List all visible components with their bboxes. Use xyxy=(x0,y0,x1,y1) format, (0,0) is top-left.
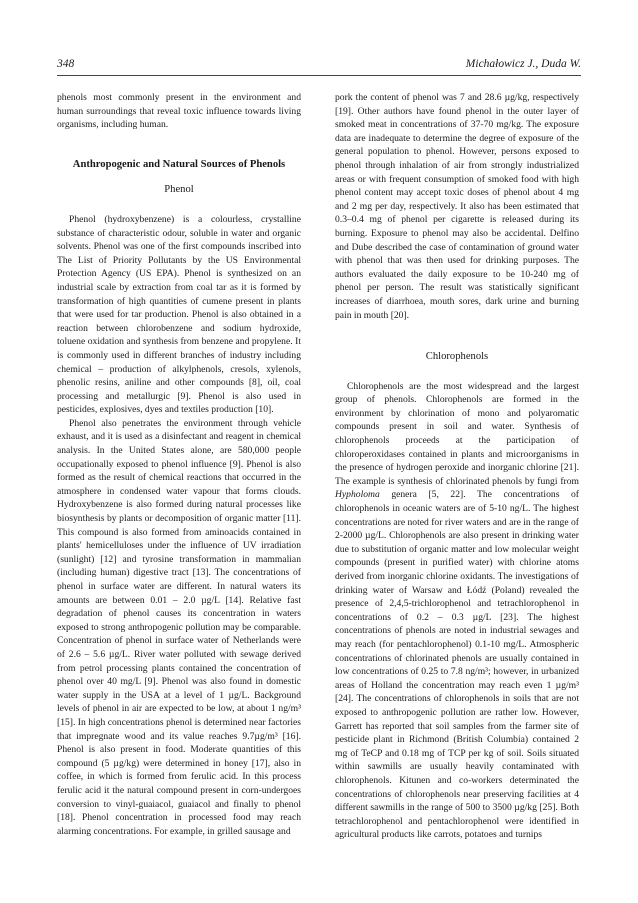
subsection-title-chlorophenols: Chlorophenols xyxy=(425,351,489,363)
intro-paragraph: phenols most commonly present in the environment and human surroundings that reveal toxic influence towards living organisms, including human. xyxy=(57,92,301,131)
body-paragraph: Phenol (hydroxybenzene) is a colourless, crystalline substance of characteristic odour, soluble in water and organic solvents. Phenol was one of the first compounds inscribed into The List of Priority Pollutants by the US Environmental Protection Agency (US EPA). Phenol is synthesized on an industrial scale by extraction from coal tar as it is formed by transformation of high quantities of cumene present in plants that were used for tar production. Phenol is also obtained in a reaction between chlorobenzene and sodium hydroxide, toluene oxidation and synthesis from benzene and propylene. It is commonly used in different branches of industry including chemical – production of alkylphenols, cresols, xylenols, phenolic resins, aniline and other compounds [8], oil, coal processing and metallurgic [9]. Phenol is also used in pesticides, explosives, dyes and textiles production [10]. xyxy=(57,213,301,416)
genus-name: Hypholoma xyxy=(335,489,380,501)
paragraph-text: Chlorophenols are the most widespread and the largest group of phenols. Chlorophenols are formed in the environment by chlorination of mono and polyaromatic compounds present in soil and water. Synthesis of chlorophenols proceeds at the participation of chloroperoxidases contained in plants and microorganisms in the presence of hydrogen peroxide and inorganic chlorine [21]. The example is synthesis of chlorinated phenols by fungi from xyxy=(335,380,579,487)
page-number: 348 xyxy=(57,58,75,70)
subsection-title-phenol: Phenol xyxy=(164,184,194,196)
section-title: Anthropogenic and Natural Sources of Phenols xyxy=(72,158,286,170)
running-head-authors: Michałowicz J., Duda W. xyxy=(465,58,581,70)
body-paragraph: pork the content of phenol was 7 and 28.6 µg/kg, respectively [19]. Other authors have found phenol in the outer layer of smoked meat in concentrations of 37-70 mg/kg. The exposure data are inadequate to determine the degree of exposure of the general population to phenol. However, persons exposed to phenol through inhalation of air from strongly industrialized areas or with frequent consumption of smoked food with high phenol content may accept toxic doses of phenol about 4 mg and 2 mg per day, respectively. It also has been estimated that 0.3–0.4 mg of phenol per cigarette is released during its burning. Exposure to phenol may also be accidental. Delfino and Dube described the case of contamination of ground water with phenol that was then used for drinking purposes. The authors evaluated the daily exposure to be 10-240 mg of phenol per person. The result was statistically significant increases of diarrhoea, mouth sores, dark urine and burning pain in mouth [20]. xyxy=(335,92,579,321)
right-column xyxy=(335,91,579,842)
body-paragraph xyxy=(335,380,579,842)
body-paragraph: Phenol also penetrates the environment through vehicle exhaust, and it is used as a disinfectant and reagent in chemical analysis. In the United States alone, are 580,000 people occupationally exposed to phenol influence [9]. Phenol is also formed as the result of chemical reactions that occurred in the atmosphere in condensed water vapour that forms clouds. Hydroxybenzene is also formed during natural processes like biosynthesis by plants or decomposition of organic matter [11]. This compound is also formed from aminoacids contained in plants' hemicelluloses under the influence of UV irradiation (sunlight) [12] and tyrosine transformation in mammalian (including human) digestive tract [13]. The concentrations of phenol in surface water are different. In natural waters its amounts are between 0.01 – 2.0 µg/L [14]. Relative fast degradation of phenol causes its concentration in waters exposed to strong anthropogenic pollution may be comparable. Concentration of phenol in surface water of Netherlands were of 2.6 – 5.6 µg/L. River water polluted with sewage derived from petrol processing plants contained the concentration of phenol over 40 mg/L [9]. Phenol was also found in domestic water supply in the USA at a level of 1 µg/L. Background levels of phenol in air are expected to be low, at about 1 ng/m³ [15]. In high concentrations phenol is determined near factories that impregnate wood and its value reaches 9.7µg/m³ [16]. Phenol is also present in food. Moderate quantities of this compound (5 µg/kg) were determined in honey [17], also in coffee, in which is formed from ferulic acid. In this process ferulic acid it the natural compound present in corn-undergoes conversion to vinyl-guaiacol, guaiacol and finally to phenol [18]. Phenol concentration in processed food may reach alarming concentrations. For example, in grilled sausage and xyxy=(57,417,301,837)
running-header xyxy=(57,55,581,76)
paragraph-text: genera [5, 22]. The concentrations of chlorophenols in oceanic waters are of 5-10 ng/L. The highest concentrations are noted for river waters and are in the range of 2-2000 µg/L. Chlorophenols are also present in drinking water due to substitution of organic matter and low molecular weight compounds (present in purified water) with chlorine atoms derived from inorganic chlorine oxidants. The investigations of drinking water of Warsaw and Łódź (Poland) revealed the presence of 2,4,5-trichlorophenol and tetrachlorophenol in concentrations of 0.2 – 0.3 µg/L [23]. The highest concentrations of phenols are noted in industrial sewages and may reach (for pentachlorophenol) 0.1-10 mg/L. Atmospheric concentrations of chlorinated phenols are usually contained in low concentrations of 0.25 to 7.8 ng/m³; however, in urbanized areas of Holland the concentration may reach even 1 µg/m³ [24]. The concentrations of chlorophenols in soils that are not exposed to anthropogenic pollution are rather low. However, Garrett has reported that soil samples from the farmer site of pesticide plant in Richmond (British Columbia) contained 2 mg of TeCP and 0.18 mg of TCP per kg of soil. Soils situated within sawmills are usually heavily contaminated with chlorophenols. Kitunen and co-workers determinated the concentrations of chlorophenols near preserving facilities at 4 different sawmills in the range of 500 to 3500 µg/kg [25]. Both tetrachlorophenol and pentachlorophenol were identified in agricultural products like carrots, potatoes and turnips xyxy=(335,489,579,841)
left-column xyxy=(57,91,301,838)
